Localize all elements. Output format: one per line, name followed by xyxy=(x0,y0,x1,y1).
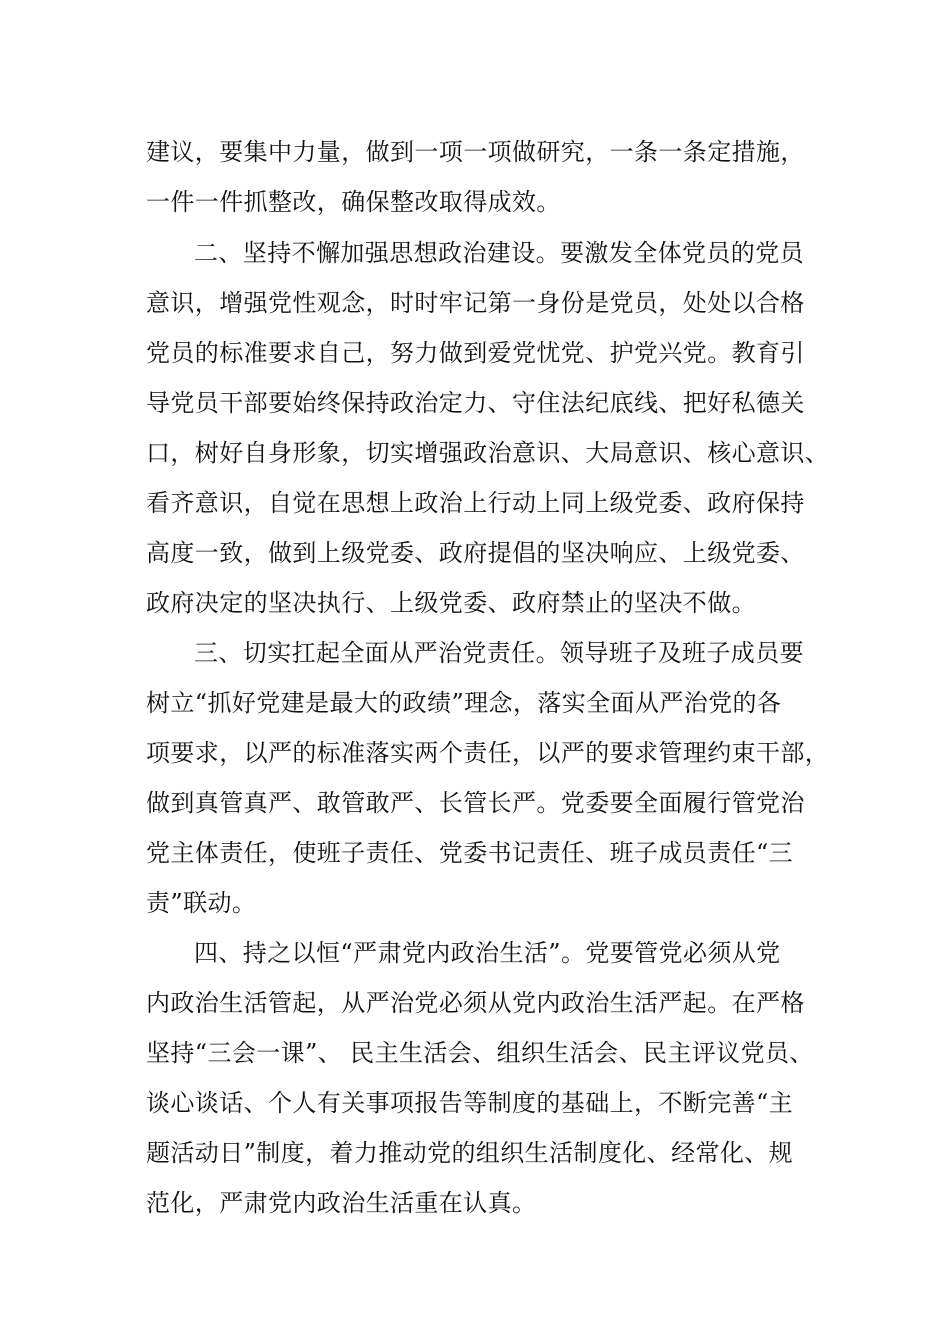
text-line: 做到真管真严、敢管敢严、长管长严。党委要全面履行管党治 xyxy=(146,789,805,817)
text-line: 责”联动。 xyxy=(146,889,257,917)
text-line: 党员的标准要求自己，努力做到爱党忧党、护党兴党。教育引 xyxy=(146,339,805,367)
text-line: 意识，增强党性观念，时时牢记第一身份是党员，处处以合格 xyxy=(146,289,805,317)
text-line: 坚持“三会一课”、 民主生活会、组织生活会、民主评议党员、 xyxy=(146,1039,814,1067)
text-line: 看齐意识，自觉在思想上政治上行动上同上级党委、政府保持 xyxy=(146,489,805,517)
paragraph-2-start: 二、坚持不懈加强思想政治建设。要激发全体党员的党员 xyxy=(194,239,804,267)
text-line: 内政治生活管起，从严治党必须从党内政治生活严起。在严格 xyxy=(146,989,805,1017)
text-line: 口，树好自身形象，切实增强政治意识、大局意识、核心意识、 xyxy=(146,439,830,467)
paragraph-3-start: 三、切实扛起全面从严治党责任。领导班子及班子成员要 xyxy=(194,639,804,667)
text-line: 导党员干部要始终保持政治定力、守住法纪底线、把好私德关 xyxy=(146,389,805,417)
text-line: 范化，严肃党内政治生活重在认真。 xyxy=(146,1189,537,1217)
text-line: 政府决定的坚决执行、上级党委、政府禁止的坚决不做。 xyxy=(146,589,756,617)
text-line: 项要求，以严的标准落实两个责任，以严的要求管理约束干部， xyxy=(146,739,830,767)
text-line: 题活动日”制度，着力推动党的组织生活制度化、经常化、规 xyxy=(146,1139,794,1167)
text-line: 树立“抓好党建是最大的政绩”理念，落实全面从严治党的各 xyxy=(146,689,782,717)
text-line: 党主体责任，使班子责任、党委书记责任、班子成员责任“三 xyxy=(146,839,794,867)
text-line: 一件一件抓整改，确保整改取得成效。 xyxy=(146,188,561,216)
text-line: 高度一致，做到上级党委、政府提倡的坚决响应、上级党委、 xyxy=(146,539,805,567)
paragraph-4-start: 四、持之以恒“严肃党内政治生活”。党要管党必须从党 xyxy=(194,939,781,967)
text-line: 谈心谈话、个人有关事项报告等制度的基础上，不断完善“主 xyxy=(146,1089,794,1117)
text-line: 建议，要集中力量，做到一项一项做研究，一条一条定措施， xyxy=(146,138,805,166)
